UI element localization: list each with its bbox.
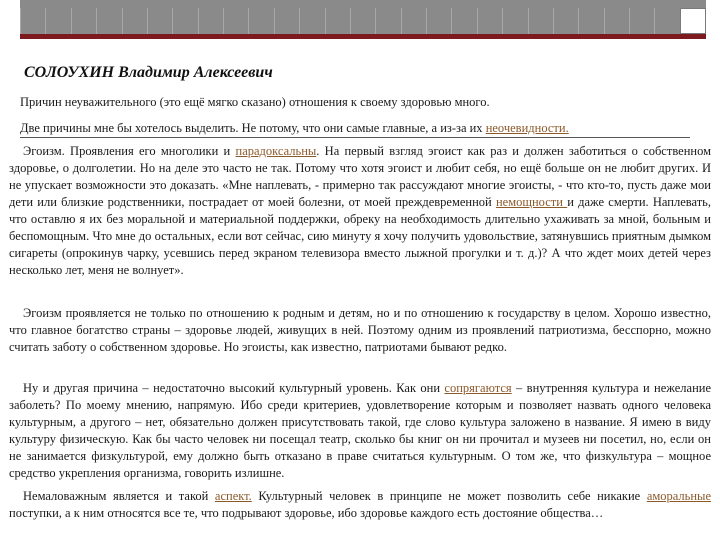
header-cell bbox=[654, 8, 679, 34]
paragraph-patriotism bbox=[9, 305, 711, 356]
paragraph-text: Эгоизм. Проявления его многолики и bbox=[23, 144, 236, 158]
header-cell bbox=[578, 8, 603, 34]
paragraph-text: и даже смерти. Наплевать, что оставлю я их без моральной и материальной поддержки, обреку на необходимость длительно ухаживать за мной, больным и беспомощным. Что мне до остальных, если вот сейчас, сию минуту я хочу получить удовольствие, затянувшись приятным дымком сигареты (опрокинув чарку, усевшись перед экраном телевизора вместо лыжной прогулки и т. д.)? А что ждет моих детей через несколько лет, меня не волнует». bbox=[9, 195, 712, 277]
header-cell bbox=[629, 8, 654, 34]
header-cell bbox=[45, 8, 70, 34]
intro-line-2-text: Две причины мне бы хотелось выделить. Не потому, что они самые главные, а из-за их bbox=[20, 121, 486, 135]
header-rule bbox=[20, 34, 706, 39]
header-cell bbox=[477, 8, 502, 34]
paragraph-text: поступки, а к ним относятся все те, что подрывают здоровье, ибо здоровье каждого есть достояние общества… bbox=[9, 506, 604, 520]
header-cell bbox=[299, 8, 324, 34]
header-cell bbox=[375, 8, 400, 34]
header-cell bbox=[248, 8, 273, 34]
header-cell bbox=[426, 8, 451, 34]
header-cell bbox=[172, 8, 197, 34]
header-cell bbox=[147, 8, 172, 34]
paragraph-text: Немаловажным является и такой bbox=[23, 489, 215, 503]
header-cell-highlight bbox=[680, 8, 706, 34]
header-cell bbox=[274, 8, 299, 34]
header-grid bbox=[20, 8, 706, 34]
link-nemoshchnosti[interactable]: немощности bbox=[495, 195, 568, 209]
link-neochevidnosti[interactable]: неочевидности. bbox=[485, 121, 569, 135]
header-cell bbox=[604, 8, 629, 34]
header-cell bbox=[350, 8, 375, 34]
header-cell bbox=[502, 8, 527, 34]
link-amoralnye[interactable]: аморальные bbox=[646, 489, 712, 503]
header-cell bbox=[451, 8, 476, 34]
header-cell bbox=[325, 8, 350, 34]
intro-line: Причин неуважительного (это ещё мягко сказано) отношения к своему здоровью много. bbox=[20, 95, 490, 109]
paragraph-egoism bbox=[9, 143, 711, 279]
header-cell bbox=[96, 8, 121, 34]
header-cell bbox=[401, 8, 426, 34]
link-sopryagayutsya[interactable]: сопрягаются bbox=[444, 381, 512, 395]
paragraph-text: Культурный человек в принципе не может позволить себе никакие bbox=[251, 489, 647, 503]
paragraph-aspect bbox=[9, 488, 711, 522]
header-cell bbox=[71, 8, 96, 34]
paragraph-culture bbox=[9, 380, 711, 482]
paragraph-text: Ну и другая причина – недостаточно высокий культурный уровень. Как они bbox=[23, 381, 445, 395]
paragraph-text: – внутренняя культура и нежелание заболеть? По моему мнению, напрямую. Ибо среди критериев, удовлетворение которым и позволяет назвать одного человека культурным, а другого – нет, обязательно должен присутствовать такой, где слово культура заложено в название. Я имею в виду культуру физическую. Как бы часто человек ни посещал театр, сколько бы книг он ни прочитал и музеев ни посетил, но, если он не занимается физкультурой, ему должно быть отказано в праве считаться культурным. О том же, что физкультура – мощное средство укрепления организма, говорить излишне. bbox=[9, 381, 712, 480]
paragraph-text: . На первый взгляд эгоист как раз и должен заботиться о собственном здоровье, о долголетии. Но на деле это часто не так. Потому что хотя эгоист и любит себя, но ещё больше он не любит других. И не упускает возможности это доказать. «Мне наплевать, - примерно так рассуждают многие эгоисты, - что кто-то, пусть даже мои дети или близкие родственники, пострадает от моей болезни, от моей преждевременной bbox=[9, 144, 711, 209]
paragraph-text: Эгоизм проявляется не только по отношению к родным и детям, но и по отношению к государству в целом. Хорошо известно, что главное богатство страны – здоровье людей, живущих в ней. Поэтому одним из проявлений патриотизма, бесспорно, можно считать заботу о собственном здоровье. Но эгоисты, как известно, патриотами бывают редко. bbox=[9, 306, 711, 354]
header-cell bbox=[528, 8, 553, 34]
header-cell bbox=[223, 8, 248, 34]
page-title: СОЛОУХИН Владимир Алексеевич bbox=[24, 64, 273, 81]
divider bbox=[20, 137, 690, 138]
intro-line-2 bbox=[20, 120, 569, 136]
header-cell bbox=[553, 8, 578, 34]
header-cell bbox=[122, 8, 147, 34]
header-cell bbox=[198, 8, 223, 34]
link-paradoksalny[interactable]: парадоксальны bbox=[235, 144, 317, 158]
link-aspekt[interactable]: аспект. bbox=[214, 489, 252, 503]
header-cell bbox=[20, 8, 45, 34]
